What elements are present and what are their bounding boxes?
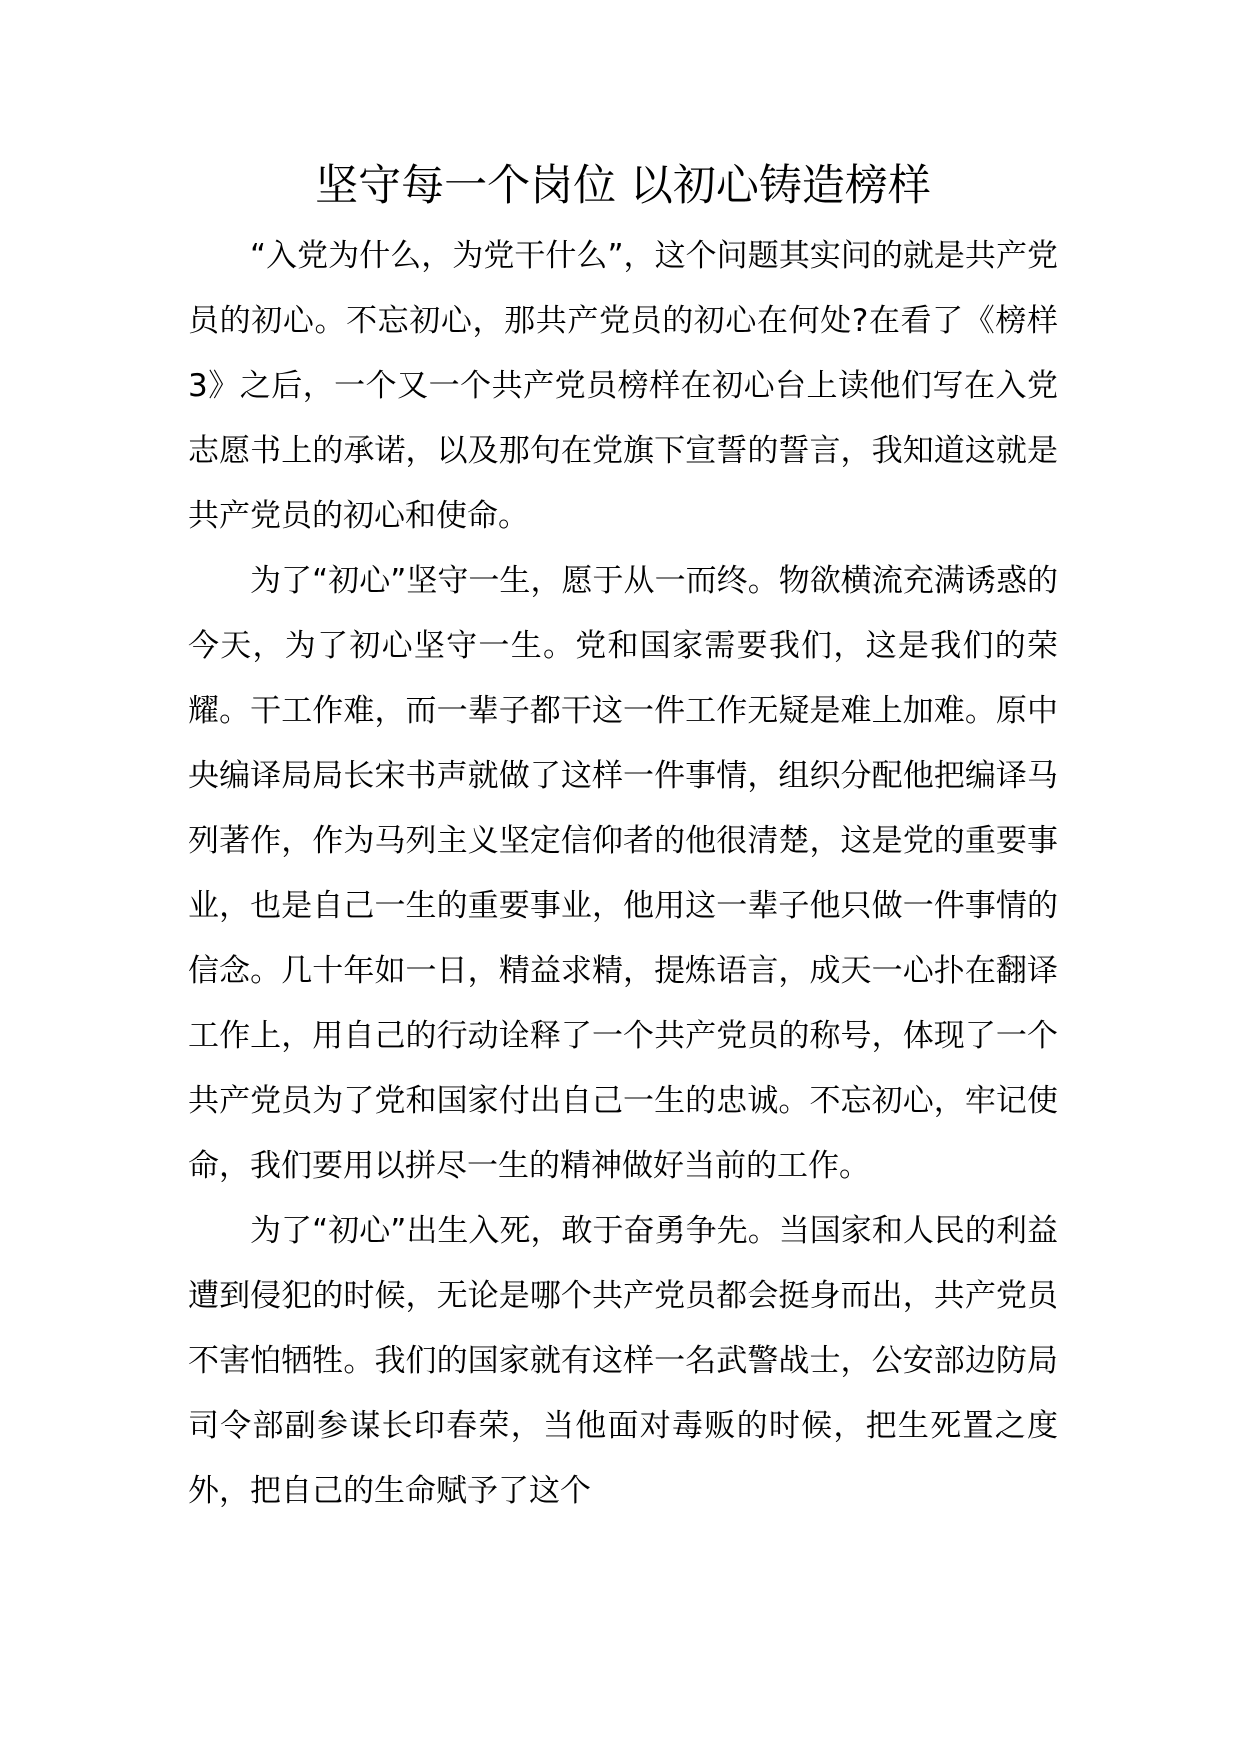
paragraph-2: 为了“初心”坚守一生，愿于从一而终。物欲横流充满诱惑的今天，为了初心坚守一生。党和国家需要我们，这是我们的荣耀。干工作难，而一辈子都干这一件工作无疑是难上加难。原中央编译局局长宋书声就做了这样一件事情，组织分配他把编译马列著作，作为马列主义坚定信仰者的他很清楚，这是党的重要事业，也是自己一生的重要事业，他用这一辈子他只做一件事情的信念。几十年如一日，精益求精，提炼语言，成天一心扑在翻译工作上，用自己的行动诠释了一个共产党员的称号，体现了一个共产党员为了党和国家付出自己一生的忠诚。不忘初心，牢记使命，我们要用以拼尽一生的精神做好当前的工作。: [188, 563, 1058, 1184]
paragraph-3: 为了“初心”出生入死，敢于奋勇争先。当国家和人民的利益遭到侵犯的时候，无论是哪个共产党员都会挺身而出，共产党员不害怕牺牲。我们的国家就有这样一名武警战士，公安部边防局司令部副参谋长印春荣，当他面对毒贩的时候，把生死置之度外，把自己的生命赋予了这个: [188, 1213, 1058, 1509]
document-body: [188, 224, 1058, 1524]
paragraph-1: “入党为什么，为党干什么”，这个问题其实问的就是共产党员的初心。不忘初心，那共产党员的初心在何处?在看了《榜样3》之后，一个又一个共产党员榜样在初心台上读他们写在入党志愿书上的承诺，以及那句在党旗下宣誓的誓言，我知道这就是共产党员的初心和使命。: [188, 238, 1058, 534]
document-title: 坚守每一个岗位 以初心铸造榜样: [315, 161, 931, 211]
document-page: [188, 160, 1058, 1524]
